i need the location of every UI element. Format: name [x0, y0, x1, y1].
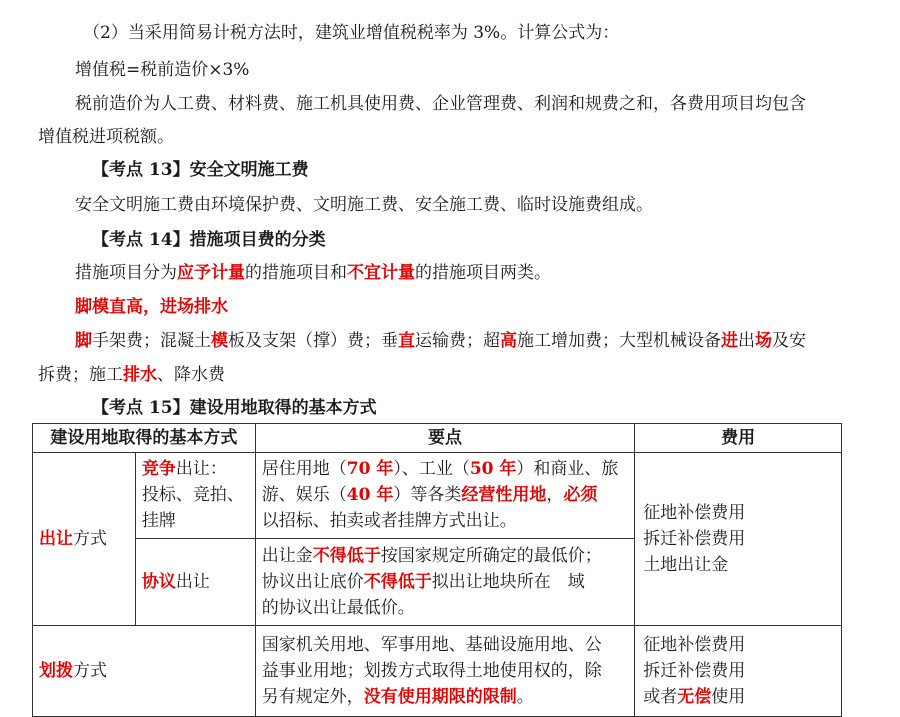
header-fees: 费用 [635, 424, 842, 453]
kd14-detail-r3: 直 [398, 331, 415, 351]
jzp-b1r: 40 年 [346, 485, 394, 505]
kd14-detail-r5: 进 [721, 331, 738, 351]
cell-xieyi-points [255, 539, 634, 626]
jzp-b2r: 经营性用地 [461, 485, 547, 505]
kd14-detail-t4: 施工增加费；大型机械设备 [517, 331, 721, 351]
xyp-b1: 协议出让底价 [261, 572, 364, 592]
cell-jingzheng-points [255, 453, 634, 539]
hbp-c1r: 没有使用期限的限制 [363, 687, 517, 707]
xyp-b2: 拟出让地块所在 域 [431, 572, 585, 592]
jingzheng-points-line3: 以招标、拍卖或者挂牌方式出让。 [261, 511, 517, 531]
kd14-body-red1: 应予计量 [177, 263, 245, 283]
xieyi-points-line3: 的协议出让最低价。 [261, 598, 415, 618]
jingzheng-l1-tail: 出让： [175, 459, 227, 479]
kd14-detail-r2: 模 [211, 331, 228, 351]
huabo-label-red: 划拨 [39, 661, 73, 681]
kd14-detail-t6: 及安 [772, 331, 806, 351]
huabo-points-line1: 国家机关用地、军事用地、基础设施用地、公 [261, 635, 602, 655]
kd14-body [0, 262, 551, 284]
huabo-fee-3 [643, 684, 833, 710]
kd14-detail-t8: 、降水费 [157, 365, 225, 385]
paragraph-pretax-line1: 税前造价为人工费、材料费、施工机具使用费、企业管理费、利润和规费之和，各费用项目均包含 [75, 94, 806, 114]
huabo-points-line3 [262, 684, 628, 710]
kd14-detail-t1: 手架费；混凝土 [92, 331, 211, 351]
jingzheng-points-line1 [262, 456, 628, 482]
jingzheng-l1-red: 竞争 [141, 459, 176, 479]
kd14-body-mid: 的措施项目和 [245, 263, 347, 283]
cell-huabo-fees [635, 626, 842, 717]
kd14-mnemonic: 脚模直高，进场排水 [75, 297, 228, 317]
kd15-heading: 【考点 15】建设用地取得的基本方式 [92, 398, 377, 418]
table-row-huabo [33, 626, 842, 717]
jzp-a1r: 70 年 [346, 459, 394, 479]
paragraph-pretax-line2: 增值税进项税额。 [38, 127, 174, 147]
header-points: 要点 [255, 424, 634, 453]
huabo-fee-1: 征地补偿费用 [643, 635, 746, 655]
kd14-detail-t7: 拆费；施工 [38, 365, 123, 385]
table-header-row [33, 424, 842, 453]
jingzheng-points-line2 [262, 482, 628, 508]
kd14-body-post: 的措施项目两类。 [415, 263, 551, 283]
chuzang-label-tail: 方式 [73, 529, 107, 549]
chuzang-fee-1: 征地补偿费用 [643, 503, 746, 523]
hbp-c2: 。 [516, 687, 534, 707]
xieyi-label-red: 协议 [141, 572, 176, 592]
xyp-a2: 按国家规定所确定的最低价； [380, 546, 602, 566]
xieyi-points-line2 [262, 569, 628, 595]
kd14-detail-r7: 排水 [123, 365, 157, 385]
kd14-detail-line2 [0, 364, 225, 386]
jzp-b3: ， [546, 485, 564, 505]
kd14-detail-r6: 场 [755, 331, 772, 351]
kd14-detail-r1: 脚 [75, 331, 92, 351]
jzp-a1: 居住用地（ [261, 459, 347, 479]
cell-huabo-method [33, 626, 256, 717]
chuzang-fee-2: 拆迁补偿费用 [643, 529, 746, 549]
xieyi-label-tail: 出让 [175, 572, 210, 592]
kd14-detail-t5: 出 [738, 331, 755, 351]
cell-chuzang-fees [635, 453, 842, 626]
kd14-body-pre: 措施项目分为 [75, 263, 177, 283]
huabo-fee-2: 拆迁补偿费用 [643, 661, 746, 681]
jzp-a2: ）、工业（ [393, 459, 470, 479]
table-row-jingzheng [33, 453, 842, 539]
chuzang-label-red: 出让 [39, 529, 73, 549]
jingzheng-l3: 挂牌 [141, 511, 176, 531]
kd13-heading: 【考点 13】安全文明施工费 [92, 160, 309, 180]
hbp-c1: 另有规定外， [261, 687, 364, 707]
kd14-detail-t2: 板及支架（撑）费；垂 [228, 331, 398, 351]
paragraph-simple-tax: （2）当采用简易计税方法时，建筑业增值税税率为 3%。计算公式为： [83, 23, 620, 43]
jzp-b3r: 必须 [563, 485, 598, 505]
kd14-heading: 【考点 14】措施项目费的分类 [92, 230, 326, 250]
xyp-a1r: 不得低于 [312, 546, 381, 566]
kd13-body: 安全文明施工费由环境保护费、文明施工费、安全施工费、临时设施费组成。 [75, 195, 653, 215]
chuzang-fee-3: 土地出让金 [643, 555, 729, 575]
huabo-fee-3a: 或者 [643, 687, 678, 707]
xyp-b1r: 不得低于 [363, 572, 432, 592]
jzp-a3: ）和商业、旅 [516, 459, 619, 479]
formula: 增值税=税前造价×3% [75, 60, 250, 80]
jzp-a2r: 50 年 [469, 459, 517, 479]
cell-xieyi-label [135, 539, 255, 626]
huabo-fee-3b: 使用 [711, 687, 746, 707]
kd14-detail-r4: 高 [500, 331, 517, 351]
jzp-b2: ）等各类 [393, 485, 462, 505]
kd14-detail-t3: 运输费；超 [415, 331, 500, 351]
header-method: 建设用地取得的基本方式 [33, 424, 256, 453]
jzp-b1: 游、娱乐（ [261, 485, 347, 505]
kd14-detail-line1 [0, 330, 806, 352]
cell-jingzheng-label [135, 453, 255, 539]
jingzheng-l1 [142, 456, 249, 482]
kd14-body-red2: 不宜计量 [347, 263, 415, 283]
huabo-label-tail: 方式 [73, 661, 107, 681]
cell-huabo-points [255, 626, 634, 717]
huabo-fee-3r: 无偿 [677, 687, 712, 707]
land-acquisition-table [32, 423, 842, 717]
xyp-a1: 出让金 [261, 546, 313, 566]
xieyi-points-line1 [262, 543, 628, 569]
jingzheng-l2: 投标、竞拍、 [141, 485, 244, 505]
cell-chuzang-method [33, 453, 136, 626]
huabo-points-line2: 益事业用地；划拨方式取得土地使用权的，除 [261, 661, 602, 681]
